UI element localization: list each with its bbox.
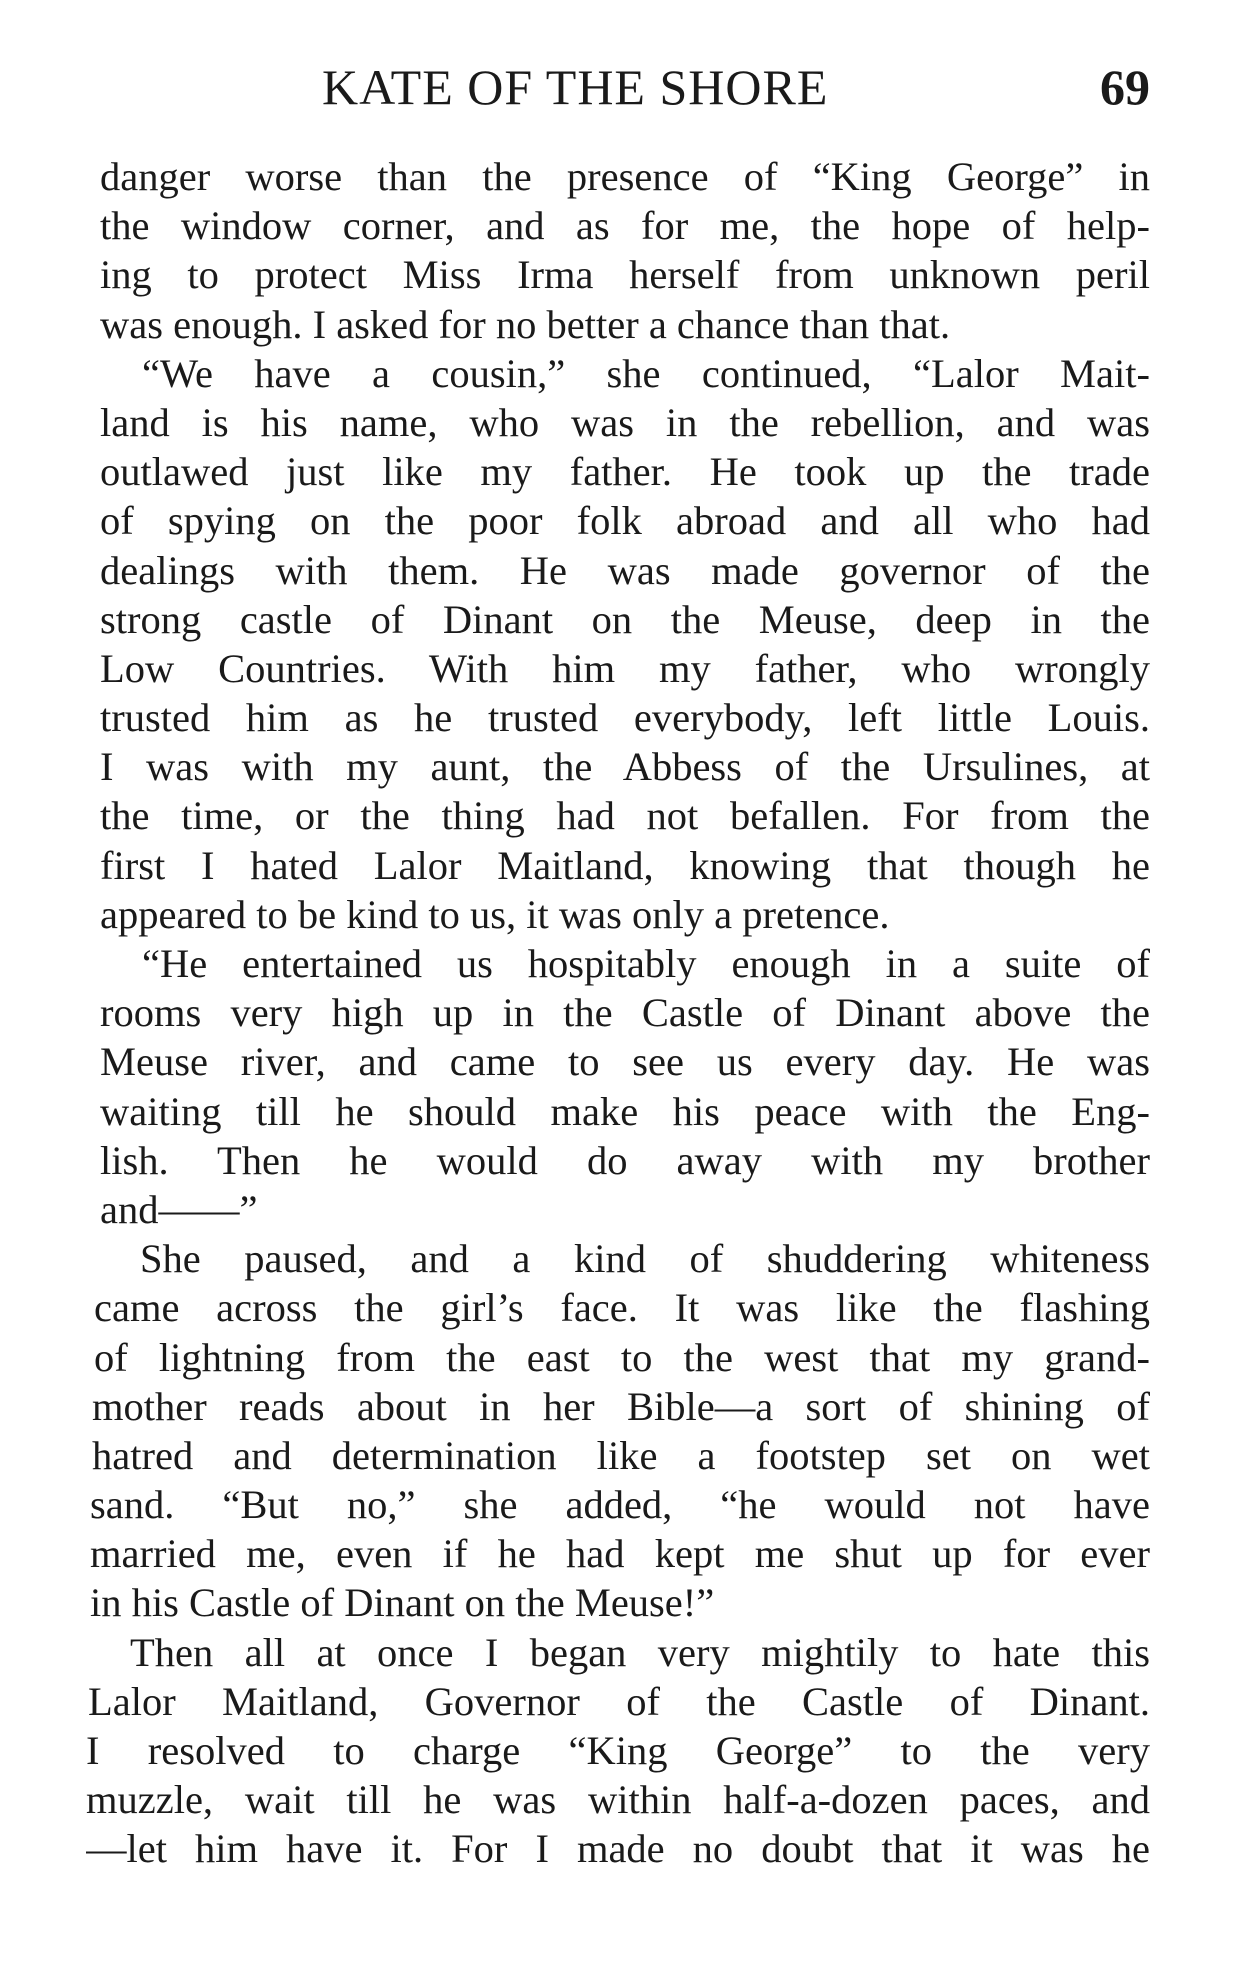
text-line: came across the girl’s face. It was like the flashing — [94, 1285, 1150, 1331]
body-text — [86, 152, 1150, 1874]
text-line: mother reads about in her Bible—a sort of shining of — [92, 1383, 1150, 1429]
text-line: Then all at once I began very mightily to hate this — [130, 1629, 1150, 1675]
text-line: waiting till he should make his peace with the Eng- — [100, 1088, 1150, 1134]
text-line: appeared to be kind to us, it was only a pretence. — [100, 891, 890, 937]
text-line: was enough. I asked for no better a chance than that. — [100, 301, 951, 347]
text-line: and——” — [100, 1186, 258, 1232]
page-number: 69 — [1100, 59, 1150, 115]
text-line: Meuse river, and came to see us every day. He was — [100, 1039, 1150, 1085]
text-line: —let him have it. For I made no doubt that it was he — [86, 1826, 1150, 1872]
text-line: of lightning from the east to the west that my grand- — [94, 1334, 1150, 1380]
text-line: Low Countries. With him my father, who wrongly — [100, 645, 1150, 691]
text-line: the time, or the thing had not befallen. For from the — [100, 793, 1150, 839]
text-line: in his Castle of Dinant on the Meuse!” — [90, 1580, 715, 1626]
text-line: danger worse than the presence of “King George” in — [100, 154, 1150, 199]
page-header — [100, 52, 1150, 122]
text-line: ing to protect Miss Irma herself from unknown peril — [100, 252, 1150, 298]
text-line: the window corner, and as for me, the hope of help- — [100, 203, 1150, 249]
text-line: I was with my aunt, the Abbess of the Ursulines, at — [100, 744, 1150, 790]
text-line: dealings with them. He was made governor of the — [100, 547, 1150, 593]
text-line: lish. Then he would do away with my brother — [100, 1137, 1150, 1183]
text-line: outlawed just like my father. He took up the trade — [100, 449, 1150, 495]
running-title: KATE OF THE SHORE — [322, 59, 829, 115]
text-line: sand. “But no,” she added, “he would not have — [90, 1482, 1150, 1528]
text-line: “He entertained us hospitably enough in a suite of — [142, 941, 1150, 986]
text-line: of spying on the poor folk abroad and all who had — [100, 498, 1150, 544]
text-line: I resolved to charge “King George” to the very — [86, 1728, 1150, 1773]
text-line: land is his name, who was in the rebellion, and was — [100, 399, 1150, 445]
text-line: rooms very high up in the Castle of Dinant above the — [100, 990, 1150, 1036]
text-line: “We have a cousin,” she continued, “Lalor Mait- — [142, 350, 1150, 396]
text-line: first I hated Lalor Maitland, knowing that though he — [100, 842, 1150, 888]
text-line: strong castle of Dinant on the Meuse, deep in the — [100, 596, 1150, 642]
text-line: muzzle, wait till he was within half-a-dozen paces, and — [86, 1777, 1150, 1823]
text-line: married me, even if he had kept me shut up for ever — [90, 1531, 1150, 1577]
text-line: She paused, and a kind of shuddering whiteness — [140, 1236, 1150, 1282]
text-line: hatred and determination like a footstep set on wet — [92, 1432, 1150, 1478]
text-line: trusted him as he trusted everybody, left little Louis. — [100, 695, 1150, 741]
text-line: Lalor Maitland, Governor of the Castle of Dinant. — [88, 1678, 1150, 1724]
